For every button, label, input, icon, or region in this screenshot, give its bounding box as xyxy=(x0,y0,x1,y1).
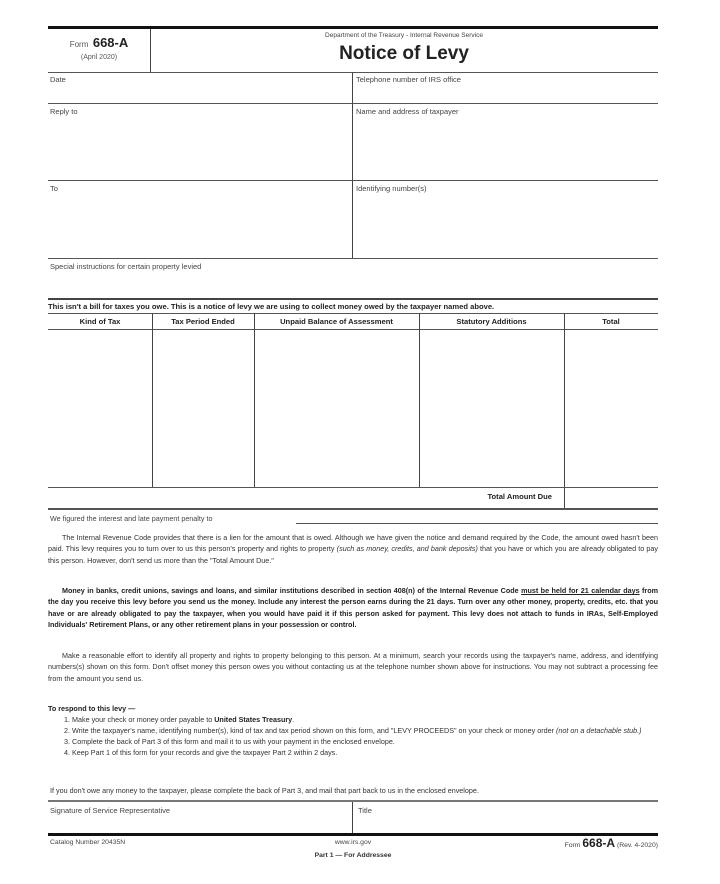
divider xyxy=(48,298,658,300)
title-label: Title xyxy=(358,806,372,815)
step-2-italic: (not on a detachable stub.) xyxy=(556,726,642,736)
footer-form-prefix: Form xyxy=(564,842,581,849)
to-label: To xyxy=(50,184,58,193)
total-cell[interactable] xyxy=(565,330,658,486)
column-divider xyxy=(352,802,353,834)
reply-to-field[interactable] xyxy=(48,116,350,178)
step-1 xyxy=(72,714,658,725)
telephone-label: Telephone number of IRS office xyxy=(356,75,461,84)
kind-of-tax-cell[interactable] xyxy=(48,330,152,486)
signature-field[interactable] xyxy=(48,815,350,831)
penalty-date-field[interactable] xyxy=(296,523,658,524)
unpaid-balance-cell[interactable] xyxy=(255,330,419,486)
step-4: 4. Keep Part 1 of this form for your records and give the taxpayer Part 2 within 2 days. xyxy=(72,747,658,758)
footer-form-id xyxy=(565,836,658,850)
identifying-numbers-label: Identifying number(s) xyxy=(356,184,427,193)
reply-to-label: Reply to xyxy=(50,107,78,116)
special-instructions-label: Special instructions for certain property levied xyxy=(50,262,202,271)
reasonable-effort-paragraph xyxy=(48,650,658,684)
no-money-owed-text: If you don't owe any money to the taxpayer, please complete the back of Part 3, and mail that part back to us in the enclosed envelope. xyxy=(50,786,479,795)
lien-paragraph xyxy=(48,532,658,566)
divider xyxy=(48,72,658,73)
divider xyxy=(48,800,658,802)
part-label: Part 1 — For Addressee xyxy=(314,852,392,859)
bank-hold-text: Money in banks, credit unions, savings and loans, and similar institutions described in section 408(n) of the Internal Revenue Code xyxy=(62,586,522,595)
date-label: Date xyxy=(50,75,66,84)
bank-hold-text-end: from the day you receive this levy before you send us the money. Include any interest the person earns during the 21 days. Turn over any other money, property, credits, etc. that you have or are already obligated to pay the taxpayer, when you would have paid it if this person asked for payment. This levy does not attach to funds in IRAs, Self-Employed Individuals' Retirement Plans, or any other retirement plans in your possession or control. xyxy=(48,586,659,629)
not-a-bill-notice: This isn't a bill for taxes you owe. This is a notice of levy we are using to collect money owed by the taxpayer named above. xyxy=(48,302,495,311)
total-amount-due-label: Total Amount Due xyxy=(487,492,552,501)
column-divider xyxy=(352,72,353,258)
footer-form-number: 668-A xyxy=(582,836,616,850)
respond-heading: To respond to this levy — xyxy=(48,704,136,713)
to-field[interactable] xyxy=(48,193,350,255)
agency-name: Department of the Treasury - Internal Revenue Service xyxy=(325,32,483,39)
form-number: 668-A xyxy=(92,35,129,50)
respond-steps xyxy=(48,714,658,758)
special-instructions-field[interactable] xyxy=(48,272,658,296)
step-3: 3. Complete the back of Part 3 of this form and mail it to us with your payment in the enclosed envelope. xyxy=(72,736,658,747)
identifying-numbers-field[interactable] xyxy=(354,193,658,255)
column-header-unpaid-balance: Unpaid Balance of Assessment xyxy=(280,317,393,326)
title-field[interactable] xyxy=(354,815,658,831)
column-header-tax-period-ended: Tax Period Ended xyxy=(171,317,235,326)
reasonable-effort-text: Make a reasonable effort to identify all property and rights to property belonging to this person. At a minimum, search your records using the taxpayer's name, address, and identifying numbers(s) shown on this form. Don't offset money this person owes you without contacting us at the telephone number shown above for instructions. You may not subtract a processing fee from the amount you send us. xyxy=(48,651,658,683)
hold-21-days-text: must be held for 21 calendar days xyxy=(521,586,640,595)
divider xyxy=(48,508,658,510)
bank-hold-paragraph xyxy=(48,585,658,630)
step-1-end: . xyxy=(292,715,295,725)
page-title: Notice of Levy xyxy=(339,43,469,64)
divider xyxy=(48,313,658,314)
date-field[interactable] xyxy=(48,84,350,102)
form-prefix: Form xyxy=(69,40,89,49)
form-date: (April 2020) xyxy=(80,54,118,61)
form-id-block xyxy=(48,34,150,61)
respond-section xyxy=(48,703,658,758)
signature-label: Signature of Service Representative xyxy=(50,806,171,815)
footer-revision: (Rev. 4-2020) xyxy=(616,842,658,849)
divider xyxy=(48,103,658,104)
column-header-total: Total xyxy=(602,317,620,326)
lien-text-italic: (such as money, credits, and bank deposits) xyxy=(336,544,478,554)
taxpayer-name-address-label: Name and address of taxpayer xyxy=(356,107,459,116)
payee-name: United States Treasury xyxy=(214,715,293,725)
step-2-text: Write the taxpayer's name, identifying number(s), kind of tax and tax period shown on this form, and "LEVY PROCEEDS" on your check or money order xyxy=(72,726,557,736)
statutory-additions-cell[interactable] xyxy=(420,330,564,486)
lien-text-end: that you have or which you are already obligated to pay this person. However, don't send us more than the "Total Amount Due." xyxy=(48,544,659,565)
column-header-kind-of-tax: Kind of Tax xyxy=(79,317,121,326)
telephone-field[interactable] xyxy=(354,84,658,102)
tax-period-ended-cell[interactable] xyxy=(153,330,254,486)
taxpayer-name-address-field[interactable] xyxy=(354,116,658,178)
total-amount-due-field[interactable] xyxy=(565,488,658,508)
step-1-text: Make your check or money order payable to xyxy=(72,715,215,725)
column-header-statutory-additions: Statutory Additions xyxy=(456,317,527,326)
top-rule xyxy=(48,26,658,29)
divider xyxy=(48,258,658,259)
divider xyxy=(48,180,658,181)
lien-text: The Internal Revenue Code provides that there is a lien for the amount that is owed. Although we have given the notice and demand required by the Code, the amount owed hasn't been paid. This levy requires you to turn over to us this person's property and rights to property xyxy=(48,533,658,554)
penalty-label: We figured the interest and late payment penalty to xyxy=(50,514,213,523)
step-2 xyxy=(72,725,658,736)
website: www.irs.gov xyxy=(334,839,372,846)
catalog-number: Catalog Number 20435N xyxy=(50,839,126,846)
